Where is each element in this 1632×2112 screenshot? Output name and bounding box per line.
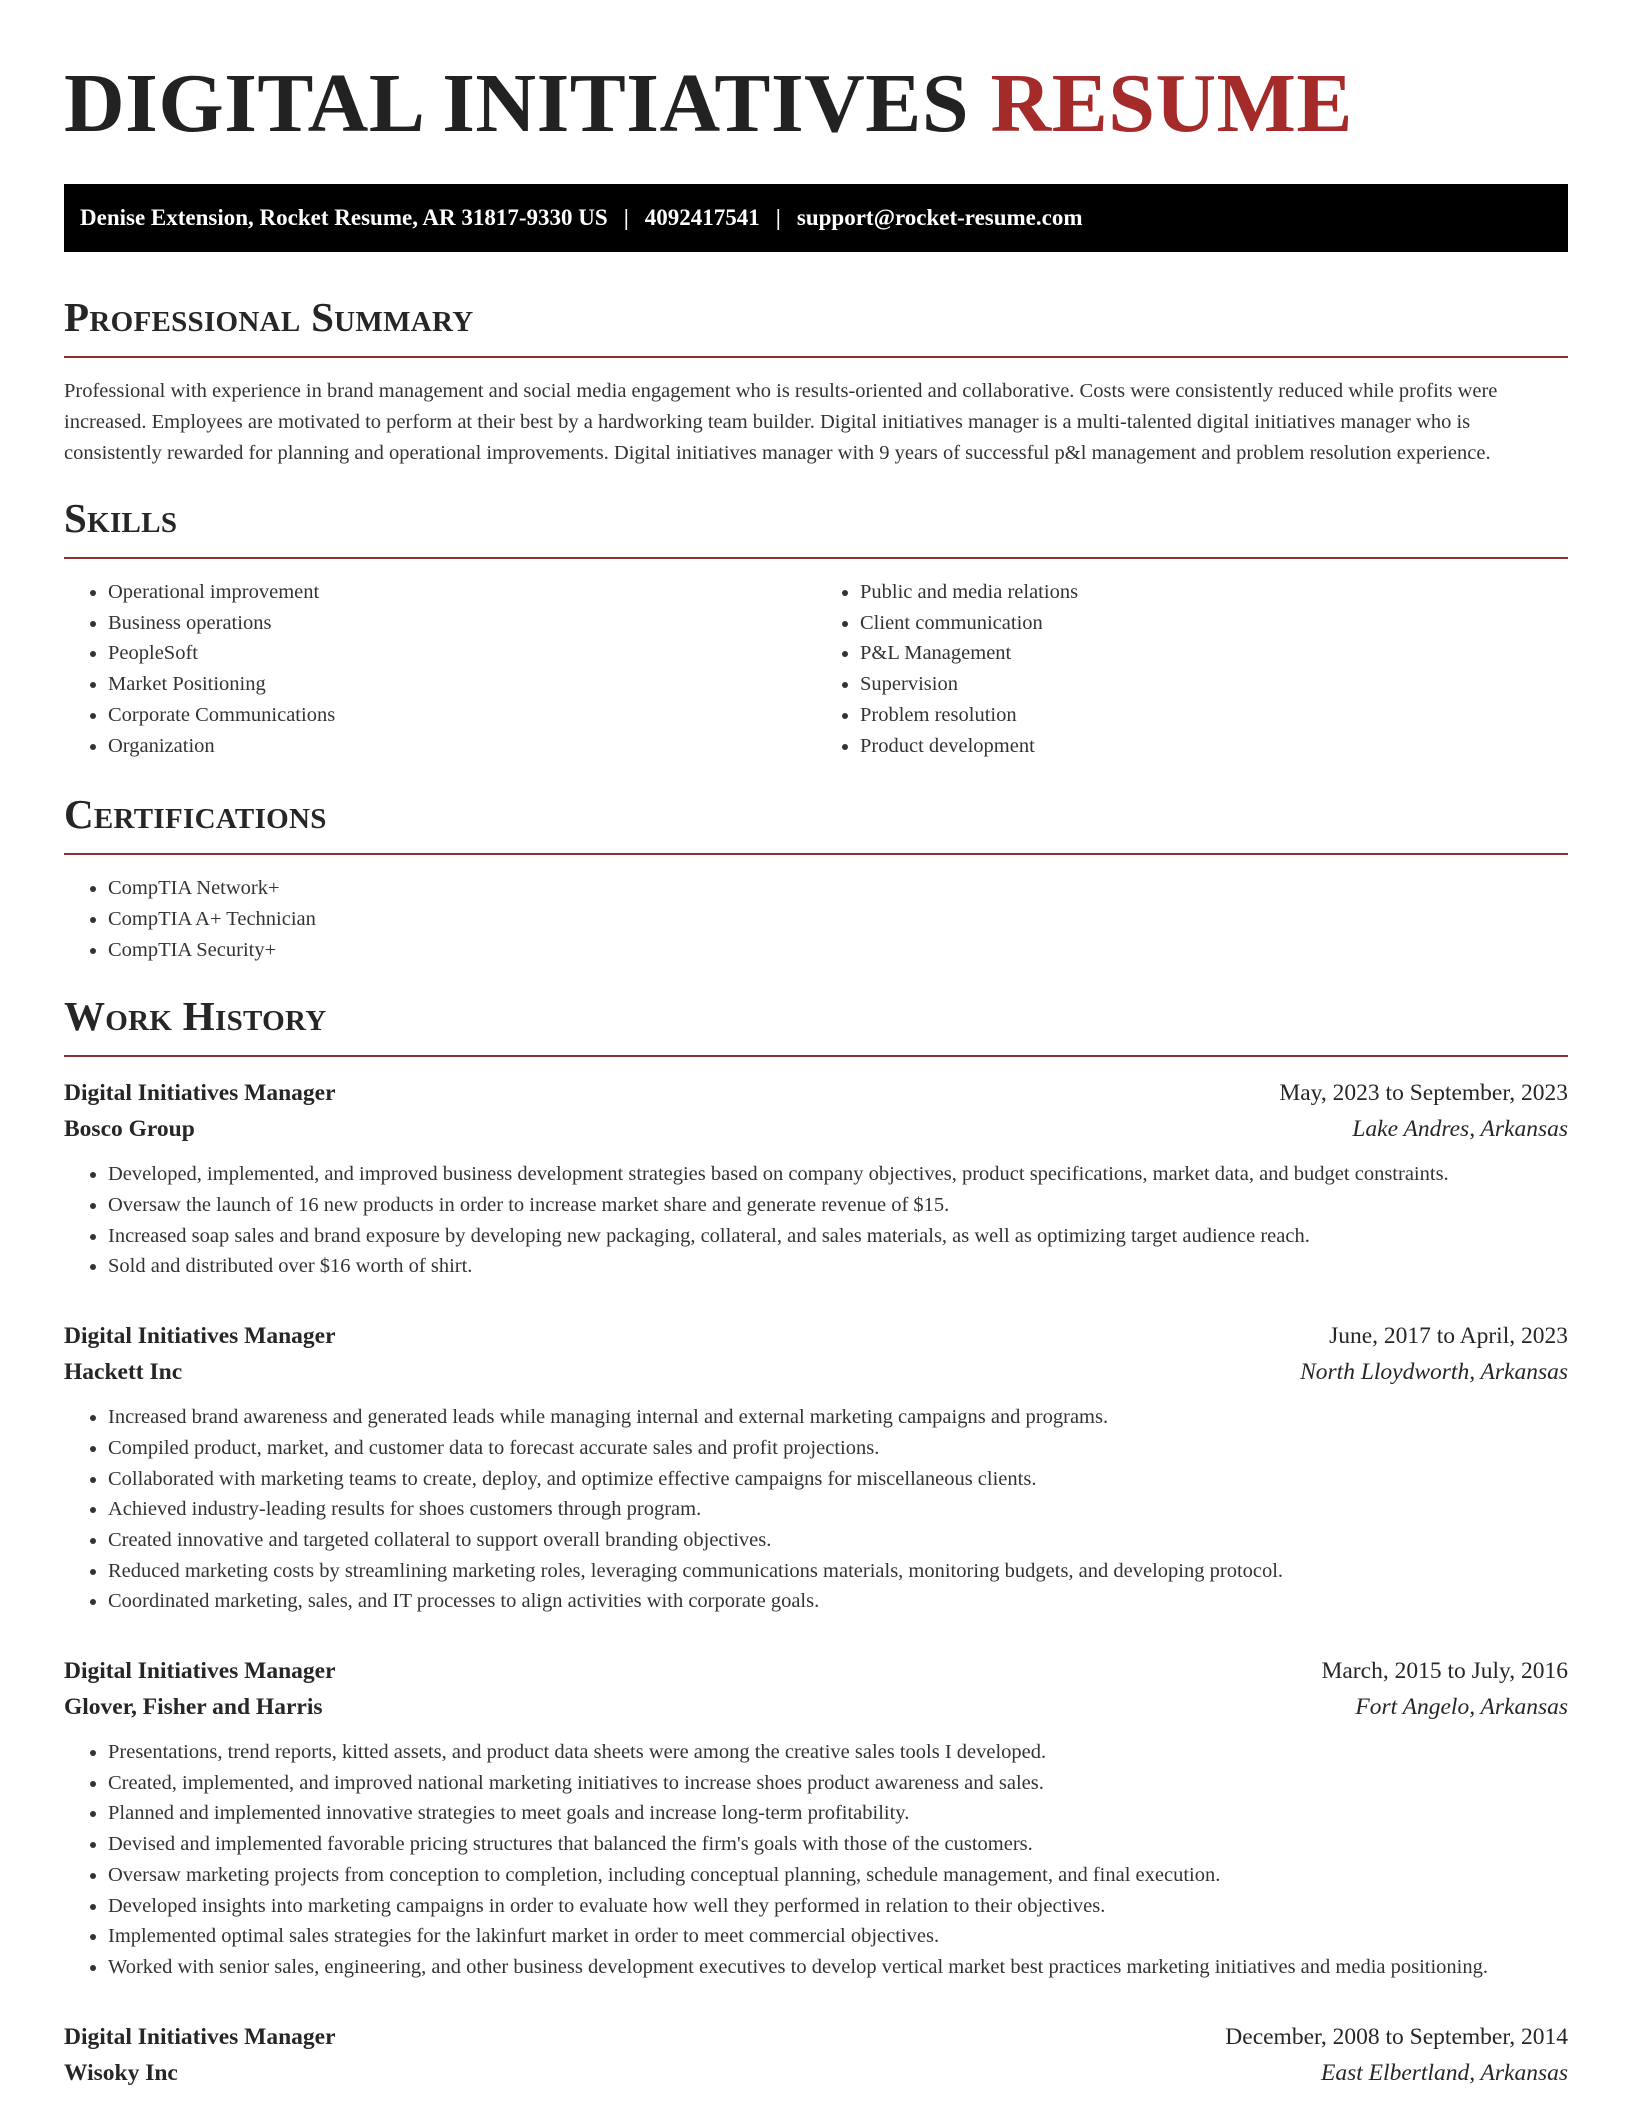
certification-item: • CompTIA Network+ (108, 873, 1568, 904)
job-location: East Elbertland, Arkansas (1321, 2059, 1568, 2086)
skills-section (64, 495, 1568, 761)
certification-item: • CompTIA A+ Technician (108, 904, 1568, 935)
certifications-list (64, 873, 1568, 965)
job-bullet: • Developed insights into marketing campaigns in order to evaluate how well they performed in relation to their objectives. (108, 1891, 1568, 1922)
job-bullets (64, 1737, 1568, 1983)
job-company: Glover, Fisher and Harris (64, 1694, 323, 1721)
job-bullet: • Planned and implemented innovative strategies to meet goals and increase long-term profitability. (108, 1798, 1568, 1829)
title-accent: RESUME (990, 57, 1353, 150)
job-bullet: • Collaborated with marketing teams to create, deploy, and optimize effective campaigns for miscellaneous clients. (108, 1464, 1568, 1495)
job-dates: May, 2023 to September, 2023 (1279, 1080, 1568, 1107)
skill-item: • Product development (860, 731, 1568, 762)
skill-item: • Public and media relations (860, 577, 1568, 608)
certifications-section (64, 791, 1568, 965)
section-heading: Skills (64, 495, 178, 541)
job-location: Lake Andres, Arkansas (1352, 1116, 1568, 1143)
job-bullet: • Reduced marketing costs by streamlining marketing roles, leveraging communications materials, monitoring budgets, and developing protocol. (108, 1556, 1568, 1587)
skills-list-right (816, 577, 1568, 761)
job-bullet: • Implemented optimal sales strategies for the lakinfurt market in order to meet commercial objectives. (108, 1921, 1568, 1952)
section-heading: Work History (64, 993, 327, 1040)
job-bullets (64, 1402, 1568, 1617)
job-bullet: • Sold and distributed over $16 worth of shirt. (108, 1251, 1568, 1282)
job-bullet: • Presentations, trend reports, kitted assets, and product data sheets were among the creative sales tools I developed. (108, 1737, 1568, 1768)
title-main: DIGITAL INITIATIVES (64, 57, 970, 150)
job-bullet: • Achieved industry-leading results for shoes customers through program. (108, 1494, 1568, 1525)
job-title: Digital Initiatives Manager (64, 1080, 336, 1107)
job-entry (64, 1653, 1568, 1983)
job-bullet: • Compiled product, market, and customer data to forecast accurate sales and profit projections. (108, 1433, 1568, 1464)
section-heading: Certifications (64, 791, 327, 838)
resume-title (64, 0, 1568, 152)
job-entry (64, 2019, 1568, 2091)
section-divider (64, 853, 1568, 855)
job-dates: March, 2015 to July, 2016 (1321, 1658, 1568, 1685)
summary-text: Professional with experience in brand management and social media engagement who is results-oriented and collaborative. Costs were consistently reduced while profits were increased. Employees are motivated to perform at their best by a hardworking team builder. Digital initiatives manager is a multi-talented digital initiatives manager who is consistently rewarded for planning and operational improvements. Digital initiatives manager with 9 years of successful p&l management and problem resolution experience. (64, 380, 1498, 464)
work-history-section (64, 993, 1568, 2090)
contact-bar (64, 184, 1568, 252)
skill-item: • PeopleSoft (108, 638, 816, 669)
contact-separator: | (623, 205, 629, 230)
job-company: Wisoky Inc (64, 2059, 178, 2086)
job-bullet: • Coordinated marketing, sales, and IT processes to align activities with corporate goals. (108, 1586, 1568, 1617)
job-entry (64, 1075, 1568, 1282)
section-divider (64, 1055, 1568, 1057)
skill-item: • P&L Management (860, 638, 1568, 669)
job-header-row (64, 1318, 1568, 1354)
job-location: Fort Angelo, Arkansas (1355, 1694, 1568, 1721)
skill-item: • Problem resolution (860, 700, 1568, 731)
section-divider (64, 356, 1568, 358)
job-company: Hackett Inc (64, 1359, 183, 1386)
job-bullet: • Created, implemented, and improved national marketing initiatives to increase shoes product awareness and sales. (108, 1768, 1568, 1799)
contact-email[interactable]: support@rocket-resume.com (796, 205, 1083, 230)
job-bullet: • Increased brand awareness and generated leads while managing internal and external marketing campaigns and programs. (108, 1402, 1568, 1433)
section-heading: Professional Summary (64, 294, 474, 340)
skill-item: • Supervision (860, 669, 1568, 700)
job-location: North Lloydworth, Arkansas (1300, 1359, 1568, 1386)
contact-address: Denise Extension, Rocket Resume, AR 31817-9330 US (80, 205, 608, 230)
certification-item: • CompTIA Security+ (108, 935, 1568, 966)
job-title: Digital Initiatives Manager (64, 2023, 336, 2050)
job-bullets (64, 1159, 1568, 1282)
summary-section (64, 294, 1568, 469)
job-header-row (64, 1075, 1568, 1111)
job-title: Digital Initiatives Manager (64, 1323, 336, 1350)
job-bullet: • Devised and implemented favorable pricing structures that balanced the firm's goals with those of the customers. (108, 1829, 1568, 1860)
job-header-row (64, 1653, 1568, 1689)
job-bullet: • Developed, implemented, and improved business development strategies based on company objectives, product specifications, market data, and budget constraints. (108, 1159, 1568, 1190)
skill-item: • Operational improvement (108, 577, 816, 608)
skill-item: • Corporate Communications (108, 700, 816, 731)
job-bullet: • Worked with senior sales, engineering, and other business development executives to develop vertical market best practices marketing initiatives and media positioning. (108, 1952, 1568, 1983)
job-company: Bosco Group (64, 1116, 195, 1143)
skills-list-left (64, 577, 816, 761)
skill-item: • Business operations (108, 608, 816, 639)
job-header-row (64, 2019, 1568, 2055)
job-bullet: • Oversaw marketing projects from conception to completion, including conceptual planning, schedule management, and final execution. (108, 1860, 1568, 1891)
skill-item: • Market Positioning (108, 669, 816, 700)
job-title: Digital Initiatives Manager (64, 1658, 336, 1685)
job-company-row (64, 1111, 1568, 1147)
job-company-row (64, 1354, 1568, 1390)
skills-grid (64, 559, 1568, 761)
contact-separator: | (775, 205, 781, 230)
skill-item: • Client communication (860, 608, 1568, 639)
job-bullet: • Increased soap sales and brand exposure by developing new packaging, collateral, and sales materials, as well as optimizing target audience reach. (108, 1221, 1568, 1252)
job-dates: June, 2017 to April, 2023 (1329, 1323, 1568, 1350)
job-entry (64, 1318, 1568, 1617)
job-bullet: • Created innovative and targeted collateral to support overall branding objectives. (108, 1525, 1568, 1556)
job-bullet: • Oversaw the launch of 16 new products in order to increase market share and generate revenue of $15. (108, 1190, 1568, 1221)
job-dates: December, 2008 to September, 2014 (1225, 2023, 1568, 2050)
contact-phone[interactable]: 4092417541 (644, 205, 760, 230)
job-company-row (64, 1689, 1568, 1725)
skill-item: • Organization (108, 731, 816, 762)
job-company-row (64, 2055, 1568, 2091)
